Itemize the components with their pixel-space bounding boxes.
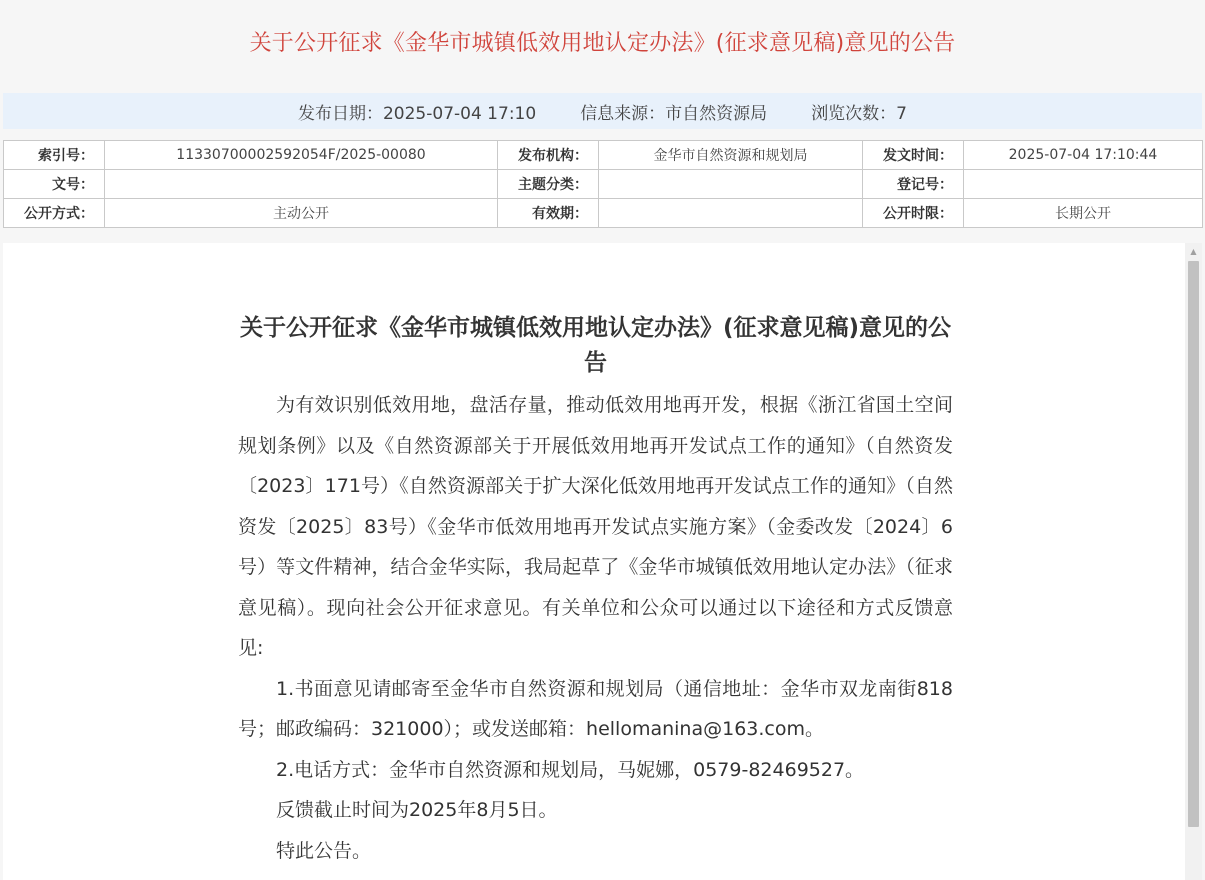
article-heading: 关于公开征求《金华市城镇低效用地认定办法》(征求意见稿)意见的公告 (239, 315, 952, 376)
topic-label: 主题分类： (498, 170, 599, 199)
issue-time-value: 2025-07-04 17:10:44 (964, 141, 1203, 170)
open-mode-value: 主动公开 (105, 199, 498, 228)
info-table (3, 140, 1203, 228)
validity-value (599, 199, 863, 228)
article-paragraph: 2.电话方式：金华市自然资源和规划局，马妮娜，0579-82469527。 (276, 758, 865, 781)
publish-date: 发布日期：2025-07-04 17:10 (297, 103, 537, 124)
scroll-up-arrow-icon[interactable]: ▲ (1190, 247, 1197, 256)
content-panel[interactable] (3, 243, 1185, 880)
article-body (238, 311, 953, 871)
table-row (4, 141, 1203, 170)
meta-bar (3, 93, 1202, 129)
view-count: 浏览次数：7 (811, 103, 908, 124)
index-label: 索引号： (4, 141, 105, 170)
table-row (4, 199, 1203, 228)
open-period-value: 长期公开 (964, 199, 1203, 228)
article-paragraph: 反馈截止时间为2025年8月5日。 (276, 799, 558, 821)
open-period-label: 公开时限： (863, 199, 964, 228)
publisher-label: 发布机构： (498, 141, 599, 170)
doc-no-value (105, 170, 498, 199)
publisher-value: 金华市自然资源和规划局 (599, 141, 863, 170)
vertical-scrollbar[interactable] (1185, 243, 1202, 880)
article-paragraph: 特此公告。 (276, 839, 372, 862)
reg-no-value (964, 170, 1203, 199)
article-paragraph: 1.书面意见请邮寄至金华市自然资源和规划局（通信地址：金华市双龙南街818号；邮政编码：321000）；或发送邮箱：hellomanina@163.com。 (238, 677, 953, 740)
article-paragraph: 为有效识别低效用地，盘活存量，推动低效用地再开发，根据《浙江省国土空间规划条例》以及《自然资源部关于开展低效用地再开发试点工作的通知》（自然资发〔2023〕171号）《自然资源部关于扩大深化低效用地再开发试点工作的通知》（自然资发〔2025〕83号）《金华市低效用地再开发试点实施方案》（金委改发〔2024〕6号）等文件精神，结合金华实际，我局起草了《金华市城镇低效用地认定办法》（征求意见稿）。现向社会公开征求意见。有关单位和公众可以通过以下途径和方式反馈意见: (238, 394, 953, 659)
reg-no-label: 登记号： (863, 170, 964, 199)
scrollbar-thumb[interactable] (1188, 261, 1199, 827)
topic-value (599, 170, 863, 199)
info-source: 信息来源：市自然资源局 (580, 103, 768, 124)
issue-time-label: 发文时间： (863, 141, 964, 170)
validity-label: 有效期： (498, 199, 599, 228)
table-row (4, 170, 1203, 199)
open-mode-label: 公开方式： (4, 199, 105, 228)
index-value: 11330700002592054F/2025-00080 (105, 141, 498, 170)
doc-no-label: 文号： (4, 170, 105, 199)
page-title: 关于公开征求《金华市城镇低效用地认定办法》(征求意见稿)意见的公告 (249, 30, 956, 56)
